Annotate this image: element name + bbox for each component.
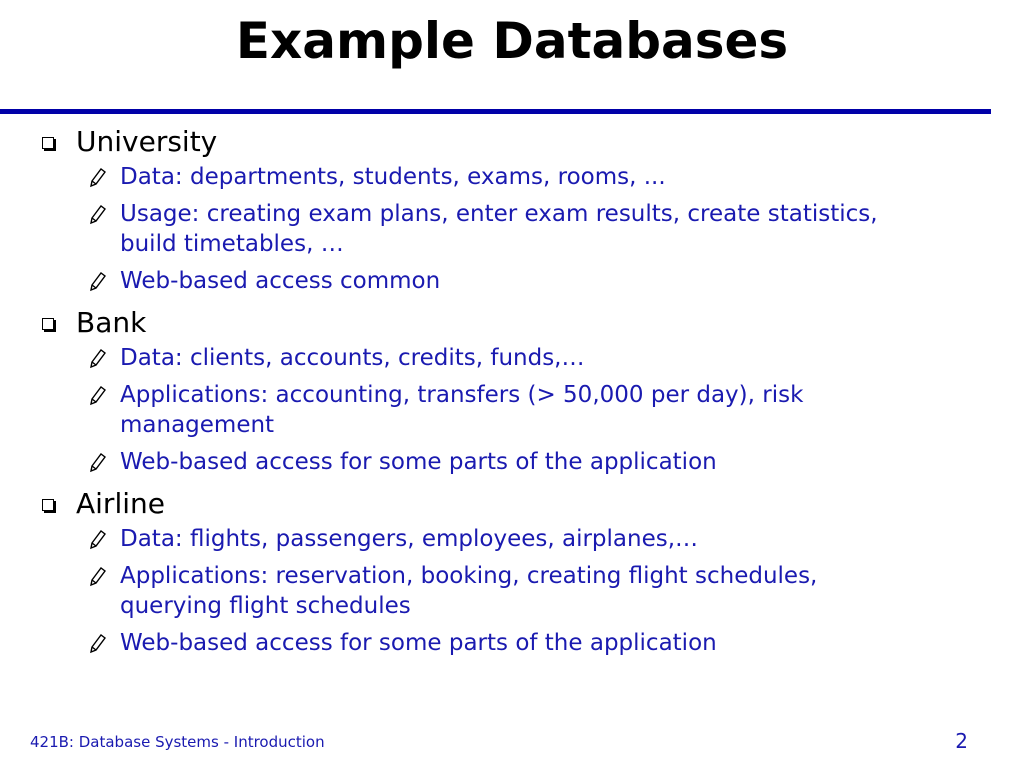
pen-icon — [88, 632, 108, 654]
pen-icon — [88, 565, 108, 587]
list-item-text: Web-based access for some parts of the application — [120, 449, 717, 475]
list-item-text: Web-based access common — [120, 268, 441, 294]
section-heading — [36, 484, 996, 524]
page-number: 2 — [955, 729, 968, 753]
pen-icon — [88, 270, 108, 292]
list-item — [36, 447, 920, 477]
section-heading — [36, 303, 996, 343]
section-label: University — [76, 125, 218, 158]
list-item — [36, 199, 920, 259]
bullet-list — [36, 343, 996, 477]
section-heading — [36, 122, 996, 162]
slide-title: Example Databases — [235, 12, 789, 70]
checkbox-icon — [42, 499, 54, 511]
checkbox-icon — [42, 318, 54, 330]
bullet-list — [36, 524, 996, 658]
list-item-text: Web-based access for some parts of the application — [120, 630, 717, 656]
checkbox-icon — [42, 137, 54, 149]
list-item-text: Data: departments, students, exams, rooms, ... — [120, 164, 666, 190]
bullet-list — [36, 162, 996, 296]
pen-icon — [88, 203, 108, 225]
pen-icon — [88, 451, 108, 473]
list-item-text: Data: flights, passengers, employees, airplanes,… — [120, 526, 699, 552]
pen-icon — [88, 528, 108, 550]
list-item-text: Data: clients, accounts, credits, funds,… — [120, 345, 585, 371]
list-item — [36, 162, 920, 192]
section-airline — [36, 484, 996, 658]
pen-icon — [88, 166, 108, 188]
footer-course-label: 421B: Database Systems - Introduction — [30, 733, 325, 751]
section-university — [36, 122, 996, 296]
pen-icon — [88, 384, 108, 406]
list-item-text: Applications: reservation, booking, creating flight schedules, querying flight schedules — [120, 563, 818, 619]
list-item-text: Applications: accounting, transfers (> 50,000 per day), risk management — [120, 382, 804, 438]
list-item — [36, 266, 920, 296]
list-item — [36, 343, 920, 373]
list-item-text: Usage: creating exam plans, enter exam results, create statistics, build timetables, … — [120, 201, 878, 257]
list-item — [36, 628, 920, 658]
slide-body — [36, 122, 996, 665]
list-item — [36, 524, 920, 554]
section-label: Bank — [76, 306, 147, 339]
list-item — [36, 380, 920, 440]
pen-icon — [88, 347, 108, 369]
section-label: Airline — [76, 487, 165, 520]
section-bank — [36, 303, 996, 477]
title-divider — [0, 109, 991, 114]
list-item — [36, 561, 920, 621]
